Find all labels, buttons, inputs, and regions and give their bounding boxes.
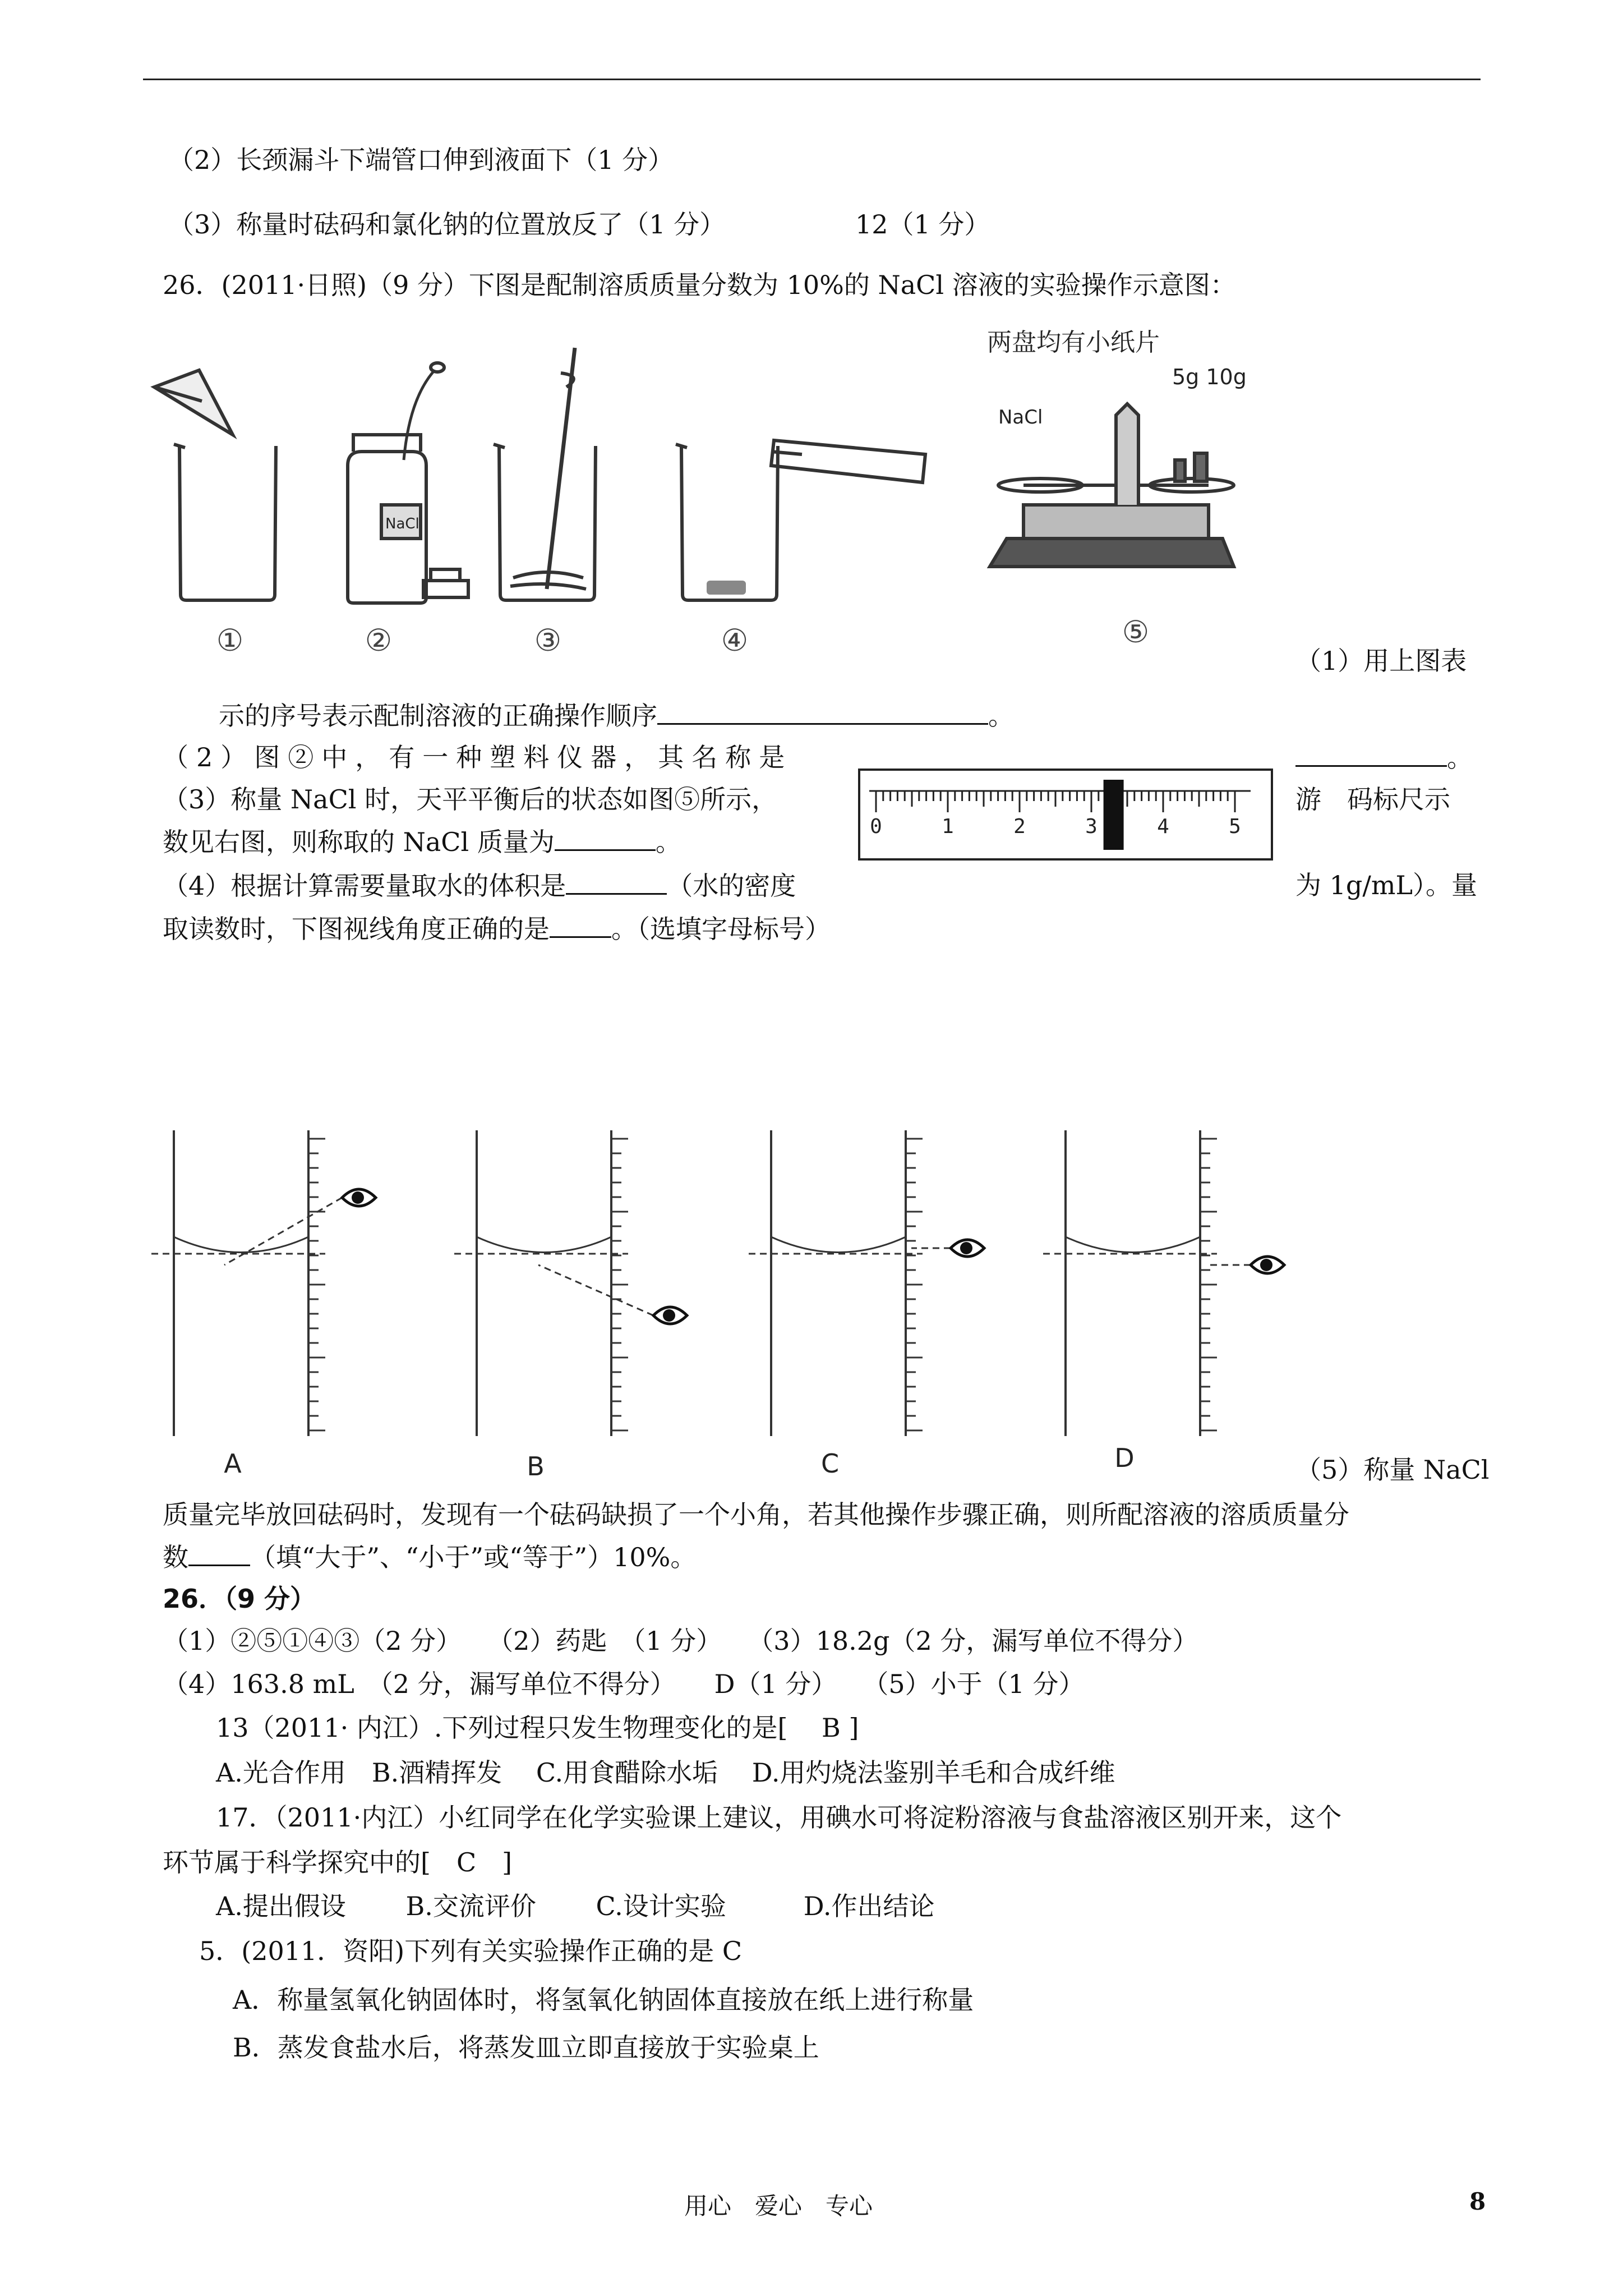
- q3-end: 。: [655, 827, 681, 857]
- meniscus-reading-figure: [146, 1122, 1295, 1492]
- answer-line-3: （3）称量时砝码和氯化钠的位置放反了（1 分）: [168, 209, 726, 240]
- ruler-tick-3: 3: [1085, 815, 1098, 838]
- ruler-tick-5: 5: [1229, 815, 1241, 838]
- q3-head: （3）称量 NaCl 时，天平平衡后的状态如图⑤所示，: [163, 784, 778, 815]
- q3-tail: 游 码标尺示: [1295, 784, 1450, 815]
- q1-tail: （1）用上图表: [1295, 646, 1467, 676]
- footer-motto: 用心 爱心 专心: [684, 2192, 873, 2220]
- question-13: 13（2011· 内江）.下列过程只发生物理变化的是[ B ]: [216, 1713, 859, 1743]
- q2-end: 。: [1447, 743, 1473, 773]
- ruler-tick-1: 1: [942, 815, 954, 838]
- question-17-options: A.提出假设 B.交流评价 C.设计实验 D.作出结论: [216, 1891, 935, 1921]
- rider-scale-ruler: [858, 769, 1273, 861]
- q1-answer-blank[interactable]: [657, 698, 988, 725]
- answer-line-3-score: 12（1 分）: [855, 209, 990, 240]
- cylinder-d: [1043, 1130, 1284, 1436]
- balance-nacl-label: NaCl: [998, 406, 1043, 429]
- question-13-options: A.光合作用 B.酒精挥发 C.用食醋除水垢 D.用灼烧法鉴别羊毛和合成纤维: [216, 1757, 1115, 1788]
- page-number: 8: [1469, 2188, 1486, 2215]
- q1-end: 。: [988, 701, 1014, 731]
- question-17: 17．（2011·内江）小红同学在化学实验课上建议，用碘水可将淀粉溶液与食盐溶液区别开来，这个: [216, 1802, 1342, 1833]
- option-label-b: B: [527, 1451, 545, 1481]
- step-number-4: ④: [721, 623, 749, 658]
- q4-tail: 为 1g/mL）。量: [1295, 870, 1477, 900]
- option-label-a: A: [224, 1448, 242, 1479]
- q4-mid: （水的密度: [667, 871, 796, 901]
- q2-answer-blank[interactable]: [1295, 740, 1447, 767]
- ruler-tick-4: 4: [1157, 815, 1169, 838]
- answer-26-title: 26．（9 分）: [163, 1584, 316, 1614]
- ruler-tick-0: 0: [870, 815, 882, 838]
- experiment-figure: [140, 314, 1284, 662]
- eye-icon: [951, 1240, 984, 1257]
- q5-line3b: （填“大于”、“小于”或“等于”）10%。: [250, 1542, 697, 1572]
- q4-line2b: 。（选填字母标号）: [611, 914, 831, 944]
- cylinder-b: [454, 1130, 687, 1436]
- q5-answer-blank[interactable]: [188, 1540, 250, 1566]
- q4-head: （4）根据计算需要量取水的体积是: [163, 871, 566, 901]
- jar-nacl-label: NaCl: [385, 516, 419, 532]
- answer-line-2: （2）长颈漏斗下端管口伸到液面下（1 分）: [168, 145, 674, 175]
- option-label-c: C: [820, 1448, 840, 1479]
- q4-letter-blank[interactable]: [550, 912, 611, 938]
- rider-marker: [1104, 780, 1124, 850]
- question-17-line2: 环节属于科学探究中的[ C ]: [163, 1847, 513, 1878]
- answer-26-line2: （4）163.8 mL （2 分，漏写单位不得分） D（1 分） （5）小于（1 分）: [163, 1669, 1085, 1699]
- cylinder-c: [749, 1130, 984, 1436]
- q4-volume-blank[interactable]: [566, 868, 667, 895]
- eye-icon: [1251, 1257, 1284, 1273]
- eye-icon: [342, 1189, 376, 1206]
- question-26-title: 26．(2011·日照)（9 分）下图是配制溶质质量分数为 10%的 NaCl 溶液的实验操作示意图：: [163, 270, 1236, 300]
- q4-line2a: 取读数时，下图视线角度正确的是: [163, 914, 550, 944]
- question-5: 5．(2011．资阳)下列有关实验操作正确的是 C: [199, 1936, 743, 1966]
- cylinder-a: [151, 1130, 376, 1436]
- q5-tail: （5）称量 NaCl: [1295, 1455, 1490, 1485]
- q1-line2: 示的序号表示配制溶液的正确操作顺序: [219, 701, 657, 731]
- question-5-option-a: A．称量氢氧化钠固体时，将氢氧化钠固体直接放在纸上进行称量: [233, 1985, 974, 2015]
- step-number-2: ②: [365, 623, 393, 658]
- balance-weights: 5g 10g: [1172, 365, 1247, 389]
- q5-line2: 质量完毕放回砝码时，发现有一个砝码缺损了一个小角，若其他操作步骤正确，则所配溶液的溶质质量分: [163, 1499, 1349, 1530]
- question-5-option-b: B．蒸发食盐水后，将蒸发皿立即直接放于实验桌上: [233, 2032, 819, 2063]
- q3-line2: 数见右图，则称取的 NaCl 质量为: [163, 827, 555, 857]
- step-number-3: ③: [534, 623, 562, 658]
- q5-line3a: 数: [163, 1542, 188, 1572]
- q3-answer-blank[interactable]: [555, 825, 656, 851]
- step-number-5: ⑤: [1122, 614, 1150, 650]
- answer-26-line1: （1）②⑤①④③（2 分） （2）药匙 （1 分） （3）18.2g（2 分，漏写单位不得分）: [163, 1626, 1198, 1656]
- balance-caption: 两盘均有小纸片: [987, 328, 1160, 357]
- option-label-d: D: [1114, 1443, 1135, 1473]
- header-rule: [143, 79, 1481, 80]
- eye-icon: [653, 1307, 687, 1324]
- step-number-1: ①: [216, 623, 244, 658]
- ruler-tick-2: 2: [1013, 815, 1026, 838]
- q2-head: （2）图②中，有一种塑料仪器，其名称是: [163, 742, 793, 772]
